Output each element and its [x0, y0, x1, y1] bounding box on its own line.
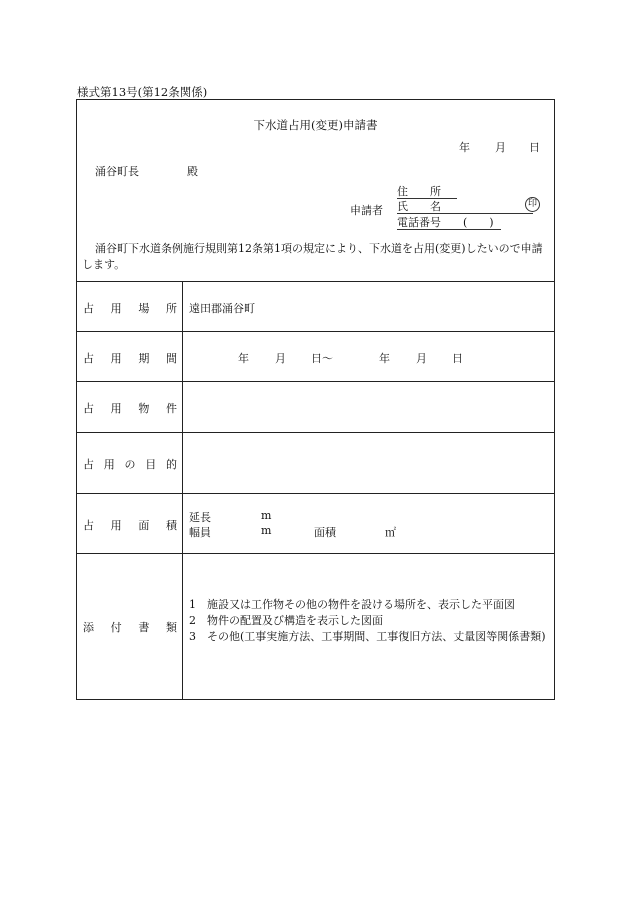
area-unit: ㎡ — [385, 526, 396, 539]
period-from-day[interactable]: 日～ — [311, 352, 333, 365]
form-title: 下水道占用(変更)申請書 — [253, 118, 378, 132]
attachment-item: 3 その他(工事実施方法、工事期間、工事復旧方法、丈量図等関係書類) — [189, 630, 546, 643]
applicant-name-field[interactable]: 氏 名 — [397, 200, 533, 214]
seal-mark: 印 — [525, 197, 540, 212]
applicant-phone-field[interactable]: 電話番号 ( ) — [397, 216, 501, 230]
row-divider — [77, 331, 554, 332]
period-to-year[interactable]: 年 — [379, 352, 390, 365]
row-divider — [77, 281, 554, 282]
application-form — [76, 99, 555, 700]
label-occupancy-area: 占 用 面 積 — [83, 519, 177, 532]
date-month: 月 — [495, 141, 506, 154]
date-year: 年 — [459, 141, 470, 154]
label-occupancy-period: 占 用 期 間 — [83, 352, 177, 365]
honorific: 殿 — [187, 165, 198, 178]
row-divider — [77, 493, 554, 494]
attachment-item: 2 物件の配置及び構造を表示した図面 — [189, 614, 383, 627]
width-unit: m — [261, 524, 272, 537]
length-unit: m — [261, 509, 272, 522]
row-divider — [77, 553, 554, 554]
occupancy-purpose-field[interactable] — [183, 433, 555, 492]
period-to-day[interactable]: 日 — [452, 352, 463, 365]
period-from-year[interactable]: 年 — [238, 352, 249, 365]
label-attachments: 添 付 書 類 — [83, 621, 177, 634]
application-statement: 涌谷町下水道条例施行規則第12条第1項の規定により、下水道を占用(変更)したいので申請します。 — [82, 242, 543, 271]
addressee: 涌谷町長 — [95, 165, 139, 178]
length-label: 延長 — [189, 511, 211, 524]
form-number: 様式第13号(第12条関係) — [77, 85, 208, 99]
label-occupancy-place: 占 用 場 所 — [83, 302, 177, 315]
occupancy-object-field[interactable] — [183, 382, 555, 431]
area-label: 面積 — [314, 526, 336, 539]
label-occupancy-purpose: 占 用 の 目 的 — [83, 458, 177, 471]
applicant-address-field[interactable]: 住 所 — [397, 185, 457, 199]
occupancy-place-value[interactable]: 遠田郡涌谷町 — [189, 302, 255, 315]
width-label: 幅員 — [189, 526, 211, 539]
period-from-month[interactable]: 月 — [275, 352, 286, 365]
attachment-item: 1 施設又は工作物その他の物件を設ける場所を、表示した平面図 — [189, 598, 515, 611]
period-to-month[interactable]: 月 — [416, 352, 427, 365]
applicant-label: 申請者 — [350, 204, 383, 217]
date-day: 日 — [529, 141, 540, 154]
label-occupancy-object: 占 用 物 件 — [83, 402, 177, 415]
